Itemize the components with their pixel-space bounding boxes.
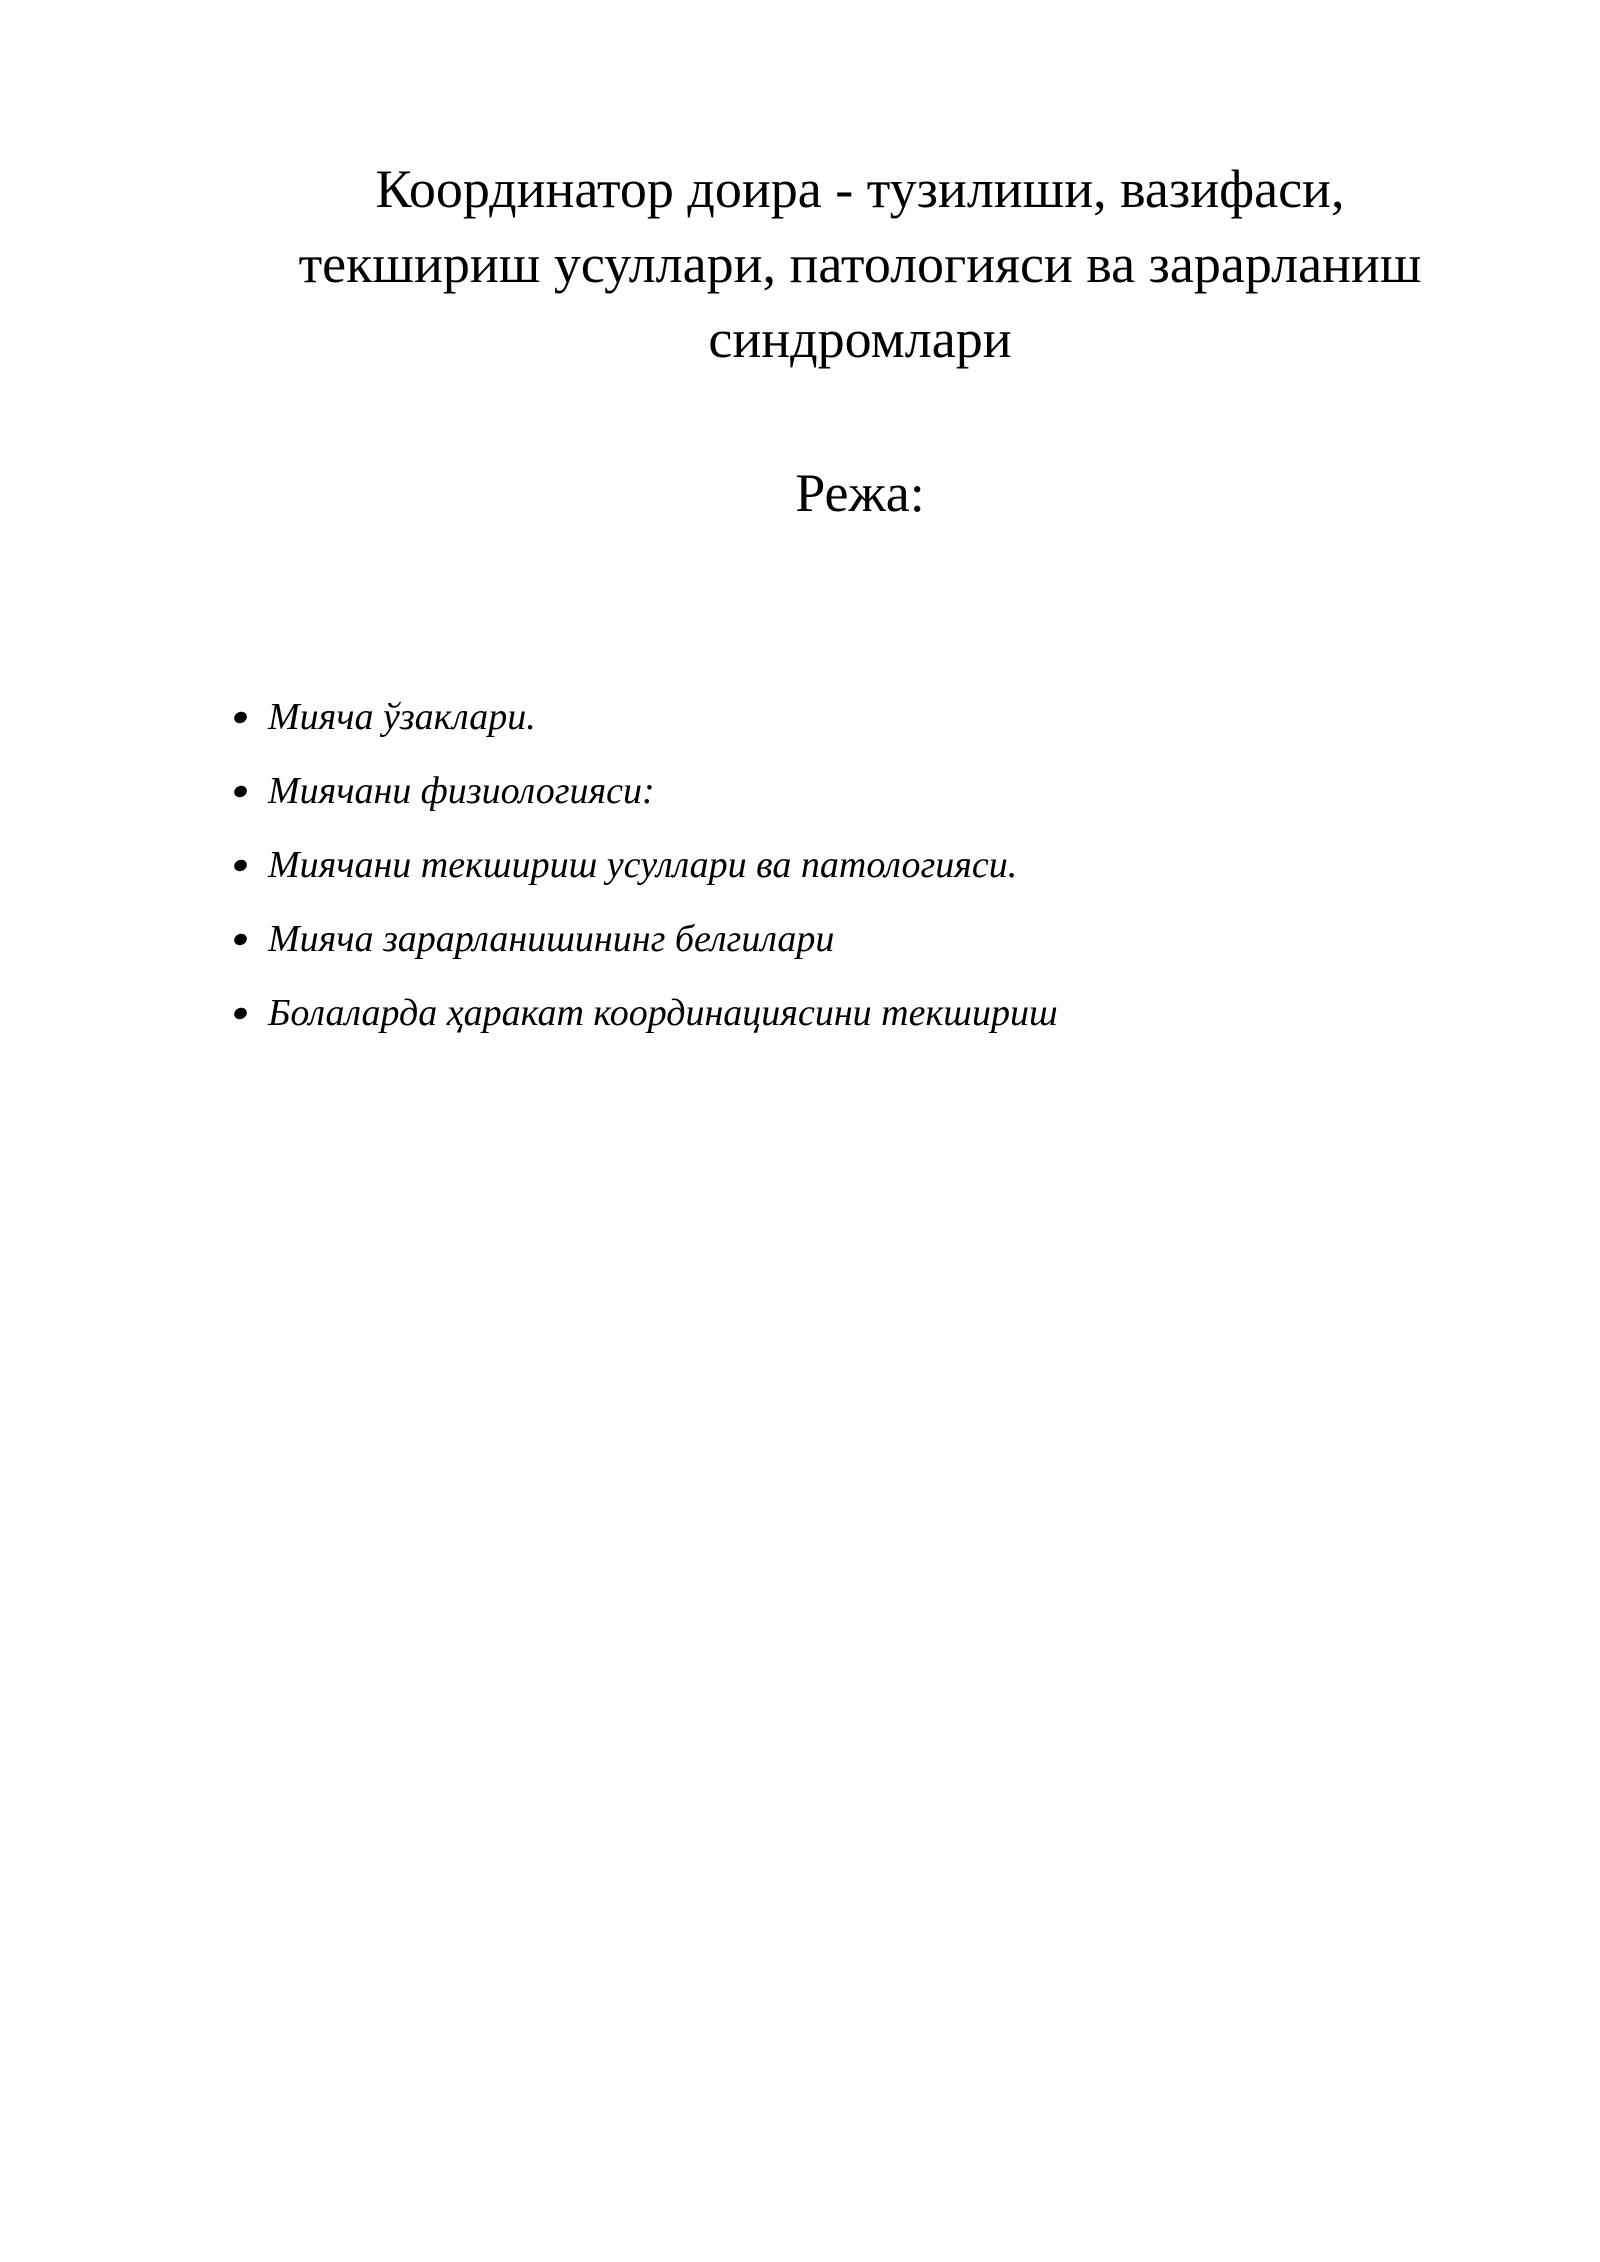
bullet-icon [232,710,248,725]
plan-item-text: Болаларда ҳаракат координациясини текшириш [268,992,1058,1034]
bullet-icon [232,858,248,873]
plan-item [232,828,1058,902]
bullet-icon [232,1006,248,1021]
title-line: текшириш усуллари, патологияси ва зарарланиш [298,234,1422,294]
plan-item [232,976,1058,1050]
plan-item [232,902,1058,976]
title-line: синдромлари [708,309,1012,369]
plan-item-text: Миячани текшириш усуллари ва патологияси. [268,844,1018,886]
document-title [220,152,1500,377]
plan-item-text: Миячани физиологияси: [268,770,655,812]
bullet-icon [232,932,248,947]
plan-item [232,754,1058,828]
bullet-icon [232,784,248,799]
plan-list [232,680,1058,1050]
plan-item-text: Мияча зарарланишининг белгилари [268,918,835,960]
plan-heading: Режа: [795,463,925,523]
title-line: Координатор доира - тузилиши, вазифаси, [375,159,1345,219]
plan-item-text: Мияча ўзаклари. [268,696,536,738]
plan-item [232,680,1058,754]
